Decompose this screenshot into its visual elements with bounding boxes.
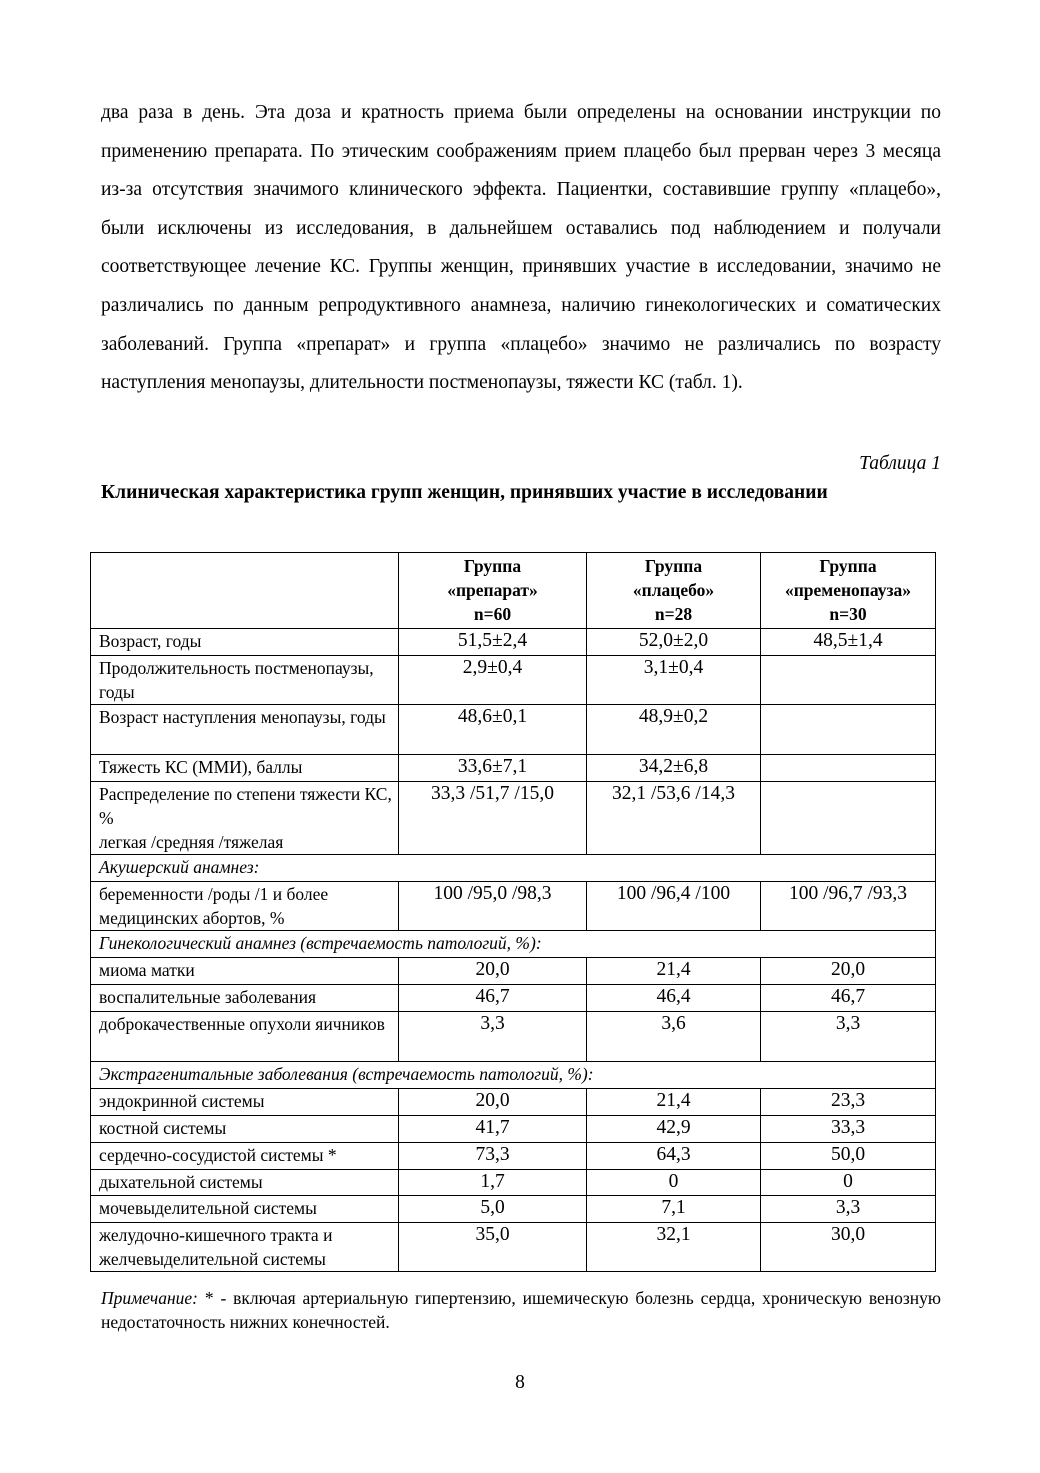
row-label: миома матки bbox=[91, 958, 399, 985]
table-row bbox=[91, 1012, 936, 1062]
table-title: Клиническая характеристика групп женщин, принявших участие в исследовании bbox=[101, 482, 828, 503]
cell-value: 20,0 bbox=[761, 958, 936, 985]
header-line: «пременопауза» bbox=[784, 580, 912, 600]
row-label-line: легкая /средняя /тяжелая bbox=[99, 832, 284, 852]
table-row bbox=[91, 629, 936, 656]
table-row bbox=[91, 1170, 936, 1196]
header-group-premenopause bbox=[761, 553, 936, 629]
row-label: сердечно-сосудистой системы * bbox=[91, 1143, 399, 1170]
row-label: Продолжительность постменопаузы, годы bbox=[91, 656, 399, 705]
note-prefix: Примечание: bbox=[101, 1288, 198, 1308]
cell-value: 3,6 bbox=[587, 1012, 761, 1062]
row-label: воспалительные заболевания bbox=[91, 985, 399, 1012]
cell-value: 32,1 /53,6 /14,3 bbox=[587, 782, 761, 855]
header-empty-cell bbox=[91, 553, 399, 629]
cell-value: 33,3 /51,7 /15,0 bbox=[399, 782, 587, 855]
row-label: Возраст наступления менопаузы, годы bbox=[91, 705, 399, 755]
table-row bbox=[91, 985, 936, 1012]
cell-value: 20,0 bbox=[399, 1089, 587, 1116]
cell-value: 3,3 bbox=[761, 1196, 936, 1223]
cell-value: 3,3 bbox=[399, 1012, 587, 1062]
header-group-drug bbox=[399, 553, 587, 629]
section-row bbox=[91, 855, 936, 882]
cell-value: 5,0 bbox=[399, 1196, 587, 1223]
table-row bbox=[91, 1196, 936, 1223]
page-number: 8 bbox=[515, 1372, 525, 1393]
table-row bbox=[91, 656, 936, 705]
cell-value: 30,0 bbox=[761, 1223, 936, 1272]
table-row bbox=[91, 1143, 936, 1170]
cell-value: 46,4 bbox=[587, 985, 761, 1012]
cell-value: 41,7 bbox=[399, 1116, 587, 1143]
cell-value: 46,7 bbox=[399, 985, 587, 1012]
cell-value: 100 /96,4 /100 bbox=[587, 882, 761, 931]
cell-value: 48,5±1,4 bbox=[761, 629, 936, 656]
cell-value: 1,7 bbox=[399, 1170, 587, 1196]
cell-value: 50,0 bbox=[761, 1143, 936, 1170]
body-paragraph: два раза в день. Эта доза и кратность приема были определены на основании инструкции по применению препарата. По этическим соображениям прием плацебо был прерван через 3 месяца из-за отсутствия значимого клинического эффекта. Пациентки, составившие группу «плацебо», были исключены из исследования, в дальнейшем оставались под наблюдением и получали соответствующее лечение КС. Группы женщин, принявших участие в исследовании, значимо не различались по данным репродуктивного анамнеза, наличию гинекологических и соматических заболеваний. Группа «препарат» и группа «плацебо» значимо не различались по возрасту наступления менопаузы, длительности постменопаузы, тяжести КС (табл. 1). bbox=[101, 102, 941, 394]
cell-value bbox=[761, 705, 936, 755]
row-label: Тяжесть КС (ММИ), баллы bbox=[91, 755, 399, 782]
header-group-placebo bbox=[587, 553, 761, 629]
cell-value: 0 bbox=[587, 1170, 761, 1196]
cell-value: 33,6±7,1 bbox=[399, 755, 587, 782]
section-heading: Акушерский анамнез: bbox=[91, 855, 936, 882]
table-row bbox=[91, 1089, 936, 1116]
cell-value: 48,6±0,1 bbox=[399, 705, 587, 755]
section-row bbox=[91, 931, 936, 958]
cell-value: 35,0 bbox=[399, 1223, 587, 1272]
row-label: беременности /роды /1 и более медицинских абортов, % bbox=[91, 882, 399, 931]
cell-value: 73,3 bbox=[399, 1143, 587, 1170]
row-label: костной системы bbox=[91, 1116, 399, 1143]
cell-value: 100 /95,0 /98,3 bbox=[399, 882, 587, 931]
row-label: мочевыделительной системы bbox=[91, 1196, 399, 1223]
row-label: желудочно-кишечного тракта и желчевыделительной системы bbox=[91, 1223, 399, 1272]
table-row bbox=[91, 1223, 936, 1272]
header-line: n=60 bbox=[473, 604, 512, 624]
cell-value: 21,4 bbox=[587, 958, 761, 985]
cell-value: 42,9 bbox=[587, 1116, 761, 1143]
row-label: эндокринной системы bbox=[91, 1089, 399, 1116]
table-row bbox=[91, 782, 936, 855]
table-row bbox=[91, 705, 936, 755]
table-number: Таблица 1 bbox=[859, 453, 941, 474]
table-row bbox=[91, 882, 936, 931]
cell-value: 100 /96,7 /93,3 bbox=[761, 882, 936, 931]
cell-value: 23,3 bbox=[761, 1089, 936, 1116]
section-heading: Экстрагенитальные заболевания (встречаемость патологий, %): bbox=[91, 1062, 936, 1089]
row-label-line: Распределение по степени тяжести КС, % bbox=[99, 784, 392, 828]
header-line: Группа bbox=[463, 556, 522, 576]
cell-value bbox=[761, 656, 936, 705]
table-row bbox=[91, 1116, 936, 1143]
section-row bbox=[91, 1062, 936, 1089]
cell-value: 3,3 bbox=[761, 1012, 936, 1062]
header-line: Группа bbox=[644, 556, 703, 576]
cell-value: 0 bbox=[761, 1170, 936, 1196]
row-label: дыхательной системы bbox=[91, 1170, 399, 1196]
cell-value: 32,1 bbox=[587, 1223, 761, 1272]
cell-value: 48,9±0,2 bbox=[587, 705, 761, 755]
note-text: * - включая артериальную гипертензию, ишемическую болезнь сердца, хроническую венозную недостаточность нижних конечностей. bbox=[101, 1288, 941, 1332]
cell-value: 52,0±2,0 bbox=[587, 629, 761, 656]
table-header-row bbox=[91, 553, 936, 629]
cell-value: 64,3 bbox=[587, 1143, 761, 1170]
header-line: «плацебо» bbox=[632, 580, 715, 600]
table-row bbox=[91, 755, 936, 782]
row-label: Возраст, годы bbox=[91, 629, 399, 656]
header-line: Группа bbox=[819, 556, 877, 576]
table-note bbox=[101, 1286, 941, 1334]
section-heading: Гинекологический анамнез (встречаемость патологий, %): bbox=[91, 931, 936, 958]
cell-value: 3,1±0,4 bbox=[587, 656, 761, 705]
header-line: n=30 bbox=[829, 604, 867, 624]
row-label bbox=[91, 782, 399, 855]
cell-value: 21,4 bbox=[587, 1089, 761, 1116]
row-label: доброкачественные опухоли яичников bbox=[91, 1012, 399, 1062]
cell-value: 7,1 bbox=[587, 1196, 761, 1223]
header-line: n=28 bbox=[654, 604, 693, 624]
cell-value: 2,9±0,4 bbox=[399, 656, 587, 705]
table-row bbox=[91, 958, 936, 985]
cell-value: 51,5±2,4 bbox=[399, 629, 587, 656]
cell-value bbox=[761, 782, 936, 855]
cell-value: 33,3 bbox=[761, 1116, 936, 1143]
cell-value: 20,0 bbox=[399, 958, 587, 985]
cell-value bbox=[761, 755, 936, 782]
clinical-characteristics-table bbox=[90, 552, 936, 1272]
header-line: «препарат» bbox=[447, 580, 538, 600]
cell-value: 46,7 bbox=[761, 985, 936, 1012]
cell-value: 34,2±6,8 bbox=[587, 755, 761, 782]
